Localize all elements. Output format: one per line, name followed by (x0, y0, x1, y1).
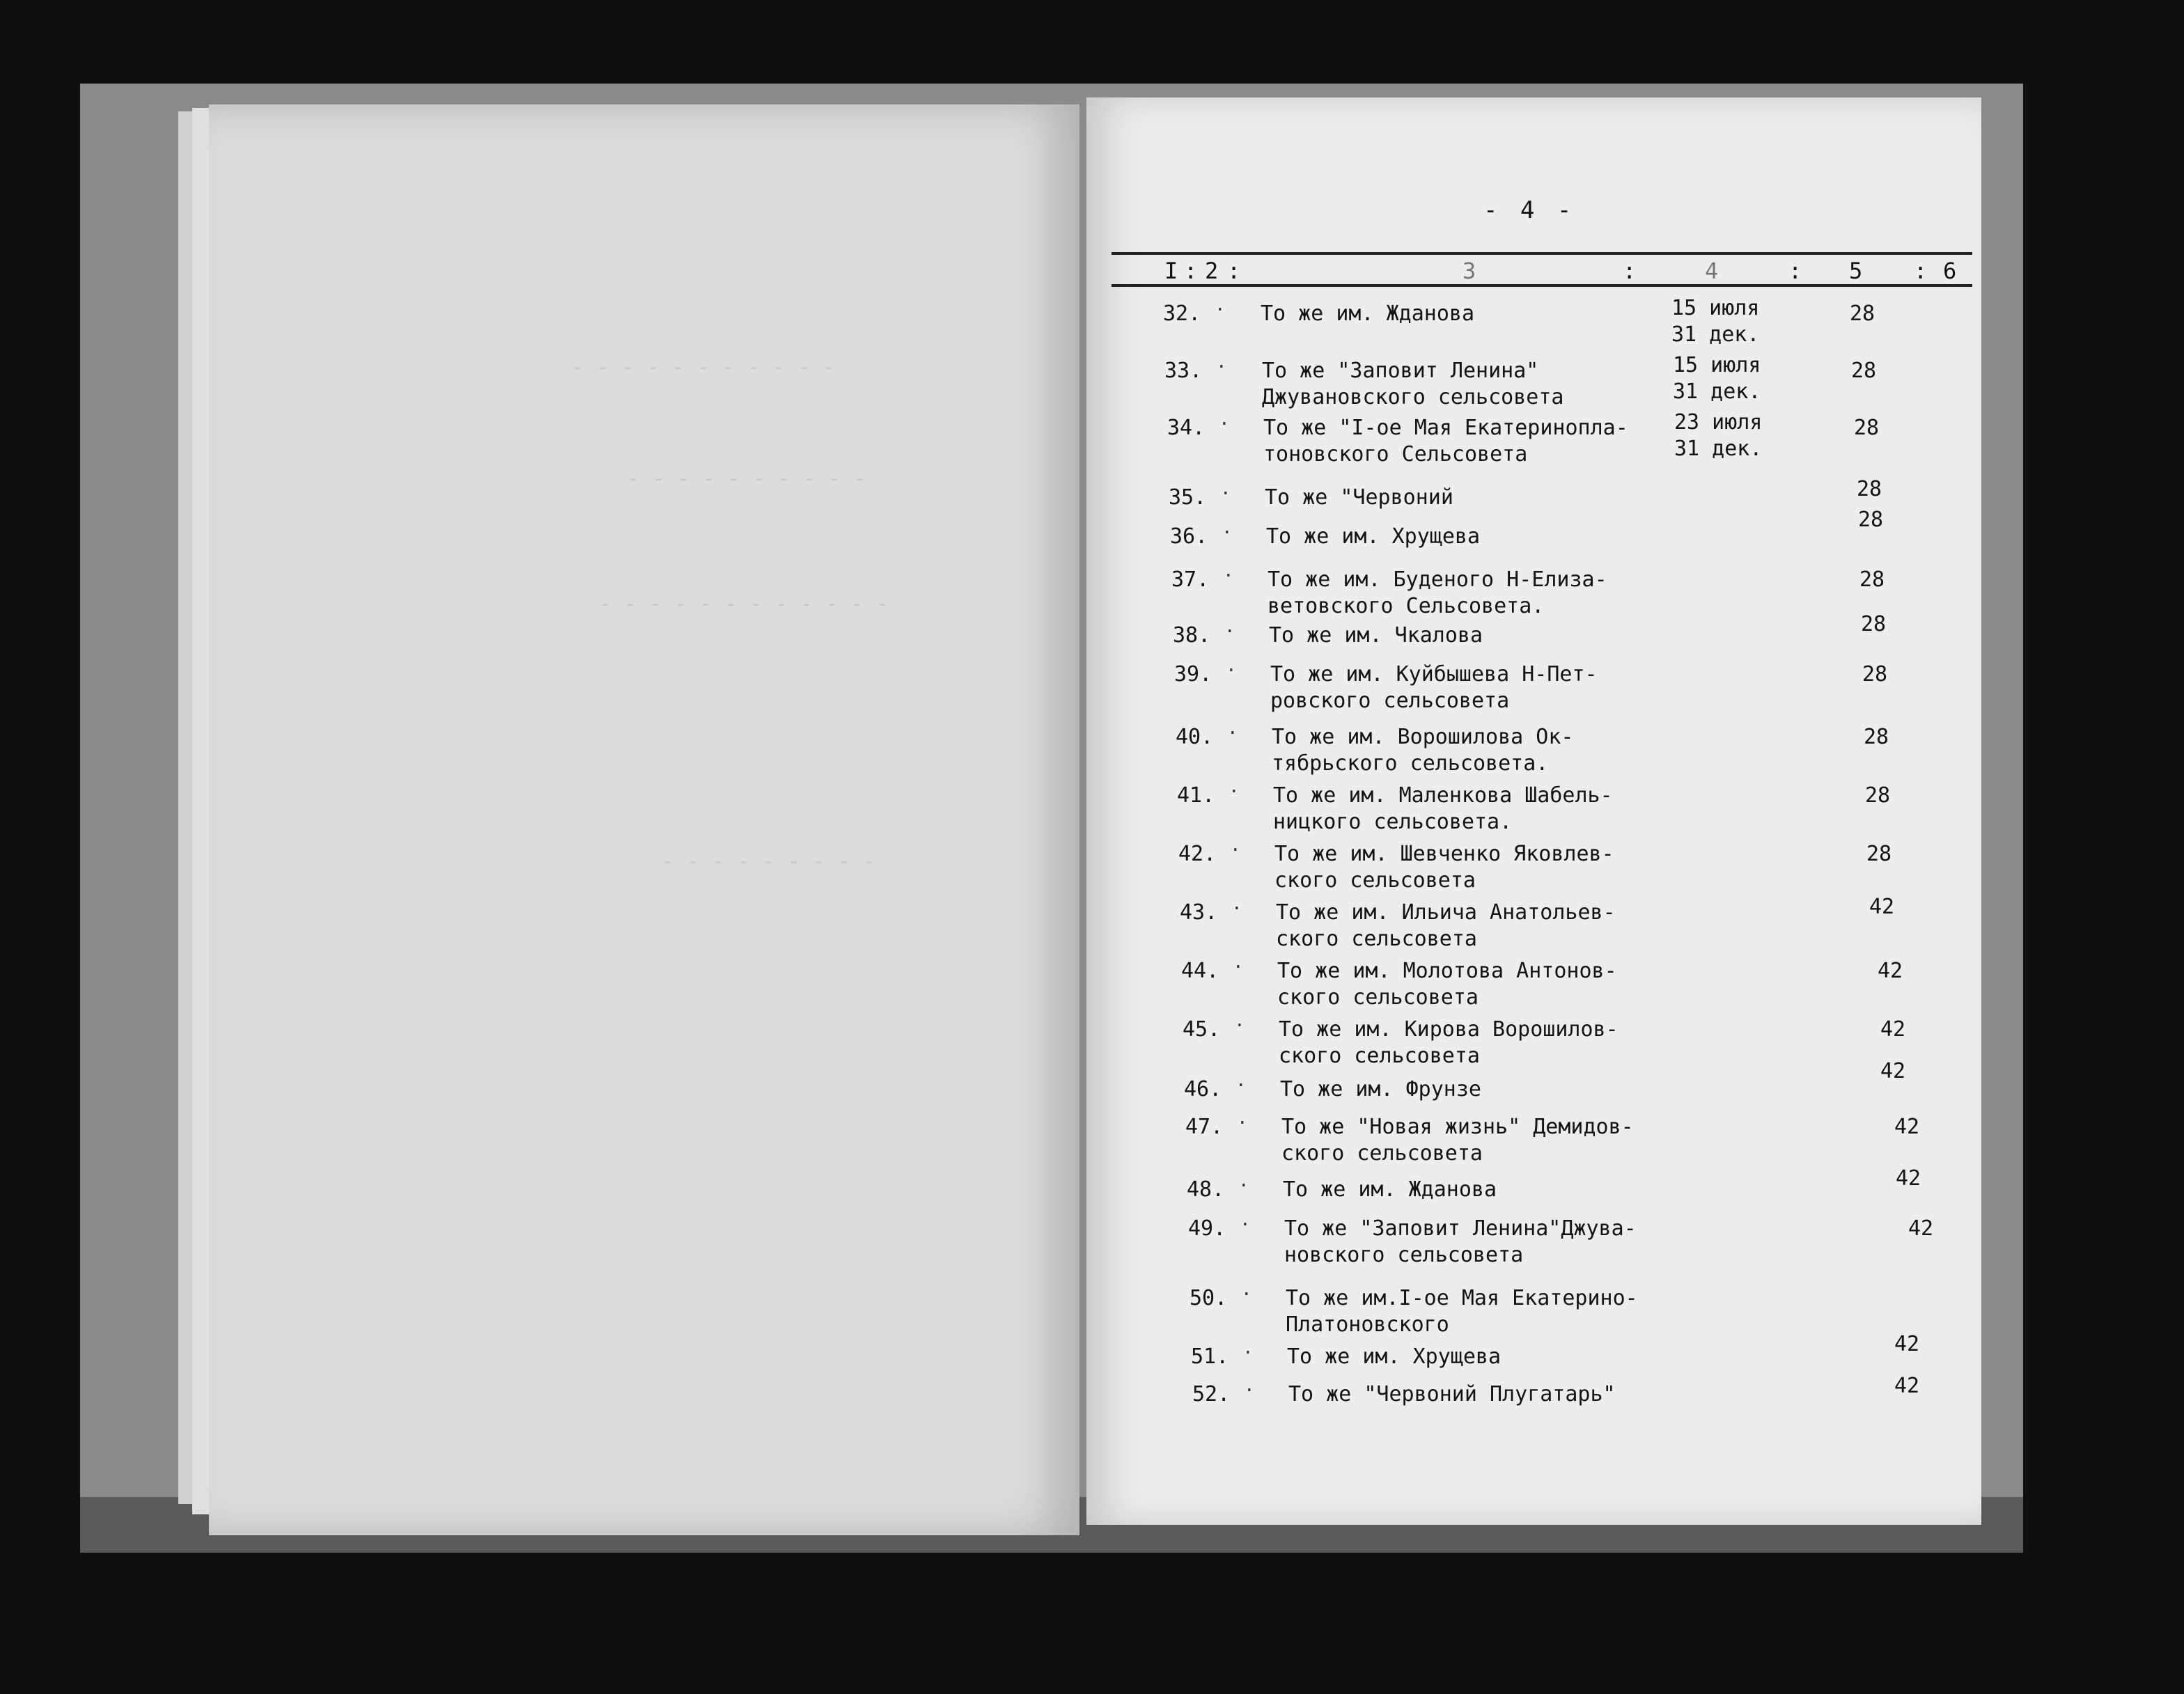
left-page (209, 104, 1079, 1535)
row-tick-mark: · (1219, 414, 1230, 434)
row-value: 42 (1880, 1017, 1906, 1042)
row-value: 28 (1862, 662, 1888, 687)
show-through-text: - - - - - - - - - - (627, 466, 866, 491)
row-value: 42 (1894, 1332, 1920, 1356)
row-description: То же им. Жданова (1261, 301, 1475, 326)
row-tick-mark: · (1223, 565, 1234, 586)
row-tick-mark: · (1242, 1342, 1254, 1363)
row-description: То же им. Фрунзе (1280, 1077, 1481, 1101)
row-value: 28 (1865, 783, 1891, 808)
table-header-bottom-rule (1112, 284, 1972, 287)
row-description: То же "Новая жизнь" Демидов-ского сельсовета (1281, 1115, 1634, 1166)
row-tick-mark: · (1237, 1113, 1248, 1134)
row-value: 28 (1854, 416, 1880, 440)
row-number: 35. (1169, 485, 1207, 510)
row-value: 42 (1908, 1216, 1934, 1241)
row-value: 28 (1858, 508, 1884, 532)
row-number: 36. (1170, 524, 1208, 549)
row-description: То же им. Куйбышева Н-Пет-ровского сельсовета (1270, 662, 1598, 713)
row-description: То же им. Хрущева (1266, 524, 1481, 549)
row-number: 41. (1177, 783, 1215, 808)
row-number: 45. (1183, 1017, 1221, 1042)
row-tick-mark: · (1231, 898, 1242, 919)
row-description: То же им. Маленкова Шабель-ницкого сельсовета. (1273, 783, 1613, 834)
row-description: То же им. Молотова Антонов-ского сельсовета (1277, 959, 1617, 1010)
row-value: 28 (1861, 612, 1887, 636)
row-tick-mark: · (1227, 723, 1238, 744)
row-description: То же им. Шевченко Яковлев-ского сельсовета (1274, 842, 1614, 893)
row-number: 37. (1171, 567, 1210, 592)
row-date: 23 июля 31 дек. (1674, 410, 1763, 461)
row-value: 28 (1850, 301, 1875, 326)
header-col-4: 4 (1705, 258, 1719, 284)
row-tick-mark: · (1238, 1175, 1249, 1196)
header-col-6: 6 (1943, 258, 1957, 284)
row-tick-mark: · (1235, 1075, 1247, 1096)
show-through-text: - - - - - - - - - - - - (599, 592, 889, 616)
row-description: То же им.I-ое Мая Екатерино-Платоновского (1286, 1286, 1638, 1337)
row-value: 28 (1857, 477, 1882, 501)
row-description: То же им. Ильича Анатольев-ского сельсовета (1276, 900, 1616, 951)
row-number: 43. (1180, 900, 1218, 925)
row-description: То же им. Чкалова (1269, 623, 1483, 648)
row-description: То же им. Кирова Ворошилов-ского сельсовета (1279, 1017, 1618, 1068)
row-number: 34. (1167, 416, 1206, 440)
row-number: 32. (1163, 301, 1201, 326)
row-value: 28 (1859, 567, 1885, 592)
row-tick-mark: · (1230, 840, 1241, 861)
row-tick-mark: · (1234, 1015, 1245, 1036)
row-value: 42 (1869, 895, 1895, 919)
row-tick-mark: · (1244, 1380, 1255, 1401)
row-description: То же "Червоний Плугатарь" (1288, 1382, 1616, 1406)
header-sep: : (1184, 258, 1198, 284)
row-date: 15 июля 31 дек. (1671, 296, 1760, 347)
show-through-text: - - - - - - - - - - - (571, 355, 836, 379)
row-value: 28 (1864, 725, 1889, 749)
header-col-1: I (1164, 258, 1178, 284)
header-col-5: 5 (1849, 258, 1863, 284)
row-value: 28 (1851, 359, 1877, 383)
row-number: 38. (1173, 623, 1211, 648)
row-tick-mark: · (1240, 1214, 1251, 1235)
row-value: 42 (1880, 1059, 1906, 1083)
row-tick-mark: · (1224, 621, 1235, 642)
row-number: 51. (1191, 1344, 1229, 1369)
row-date: 15 июля 31 дек. (1673, 353, 1761, 404)
row-description: То же им. Ворошилова Ок-тябрьского сельсовета. (1272, 725, 1574, 776)
row-description: То же им. Жданова (1283, 1177, 1497, 1202)
row-number: 40. (1176, 725, 1214, 749)
row-number: 42. (1178, 842, 1217, 866)
header-col-2: 2 (1205, 258, 1219, 284)
header-sep: : (1623, 258, 1637, 284)
row-number: 39. (1174, 662, 1212, 687)
row-number: 46. (1184, 1077, 1222, 1101)
row-number: 33. (1164, 359, 1203, 383)
row-tick-mark: · (1220, 483, 1231, 504)
row-value: 42 (1896, 1166, 1921, 1191)
row-number: 49. (1188, 1216, 1226, 1241)
header-sep: : (1227, 258, 1241, 284)
row-tick-mark: · (1228, 781, 1240, 802)
header-sep: : (1788, 258, 1802, 284)
row-description: То же "Заповит Ленина"Джува-новского сельсовета (1284, 1216, 1637, 1267)
header-sep: : (1914, 258, 1928, 284)
row-number: 47. (1185, 1115, 1224, 1139)
header-col-3: 3 (1462, 258, 1476, 284)
row-tick-mark: · (1215, 299, 1226, 320)
row-number: 52. (1192, 1382, 1231, 1406)
row-description: То же "Червоний (1265, 485, 1453, 510)
show-through-text: - - - - - - - - - (662, 849, 876, 874)
row-tick-mark: · (1233, 957, 1244, 978)
row-tick-mark: · (1216, 356, 1227, 377)
row-value: 42 (1894, 1115, 1920, 1139)
row-tick-mark: · (1222, 522, 1233, 543)
row-tick-mark: · (1226, 660, 1237, 681)
row-value: 42 (1894, 1374, 1920, 1398)
row-number: 44. (1181, 959, 1219, 983)
row-tick-mark: · (1241, 1284, 1252, 1305)
row-description: То же им. Буденого Н-Елиза-ветовского Сельсовета. (1268, 567, 1607, 618)
row-number: 50. (1190, 1286, 1228, 1310)
row-value: 28 (1866, 842, 1892, 866)
table-header-top-rule (1112, 252, 1972, 255)
row-number: 48. (1187, 1177, 1225, 1202)
row-description: То же "Заповит Ленина" Джувановского сельсовета (1262, 359, 1564, 409)
page-number: - 4 - (1483, 196, 1576, 224)
row-value: 42 (1878, 959, 1903, 983)
row-description: То же "I-ое Мая Екатеринопла-тоновского Сельсовета (1263, 416, 1628, 466)
row-description: То же им. Хрущева (1287, 1344, 1502, 1369)
